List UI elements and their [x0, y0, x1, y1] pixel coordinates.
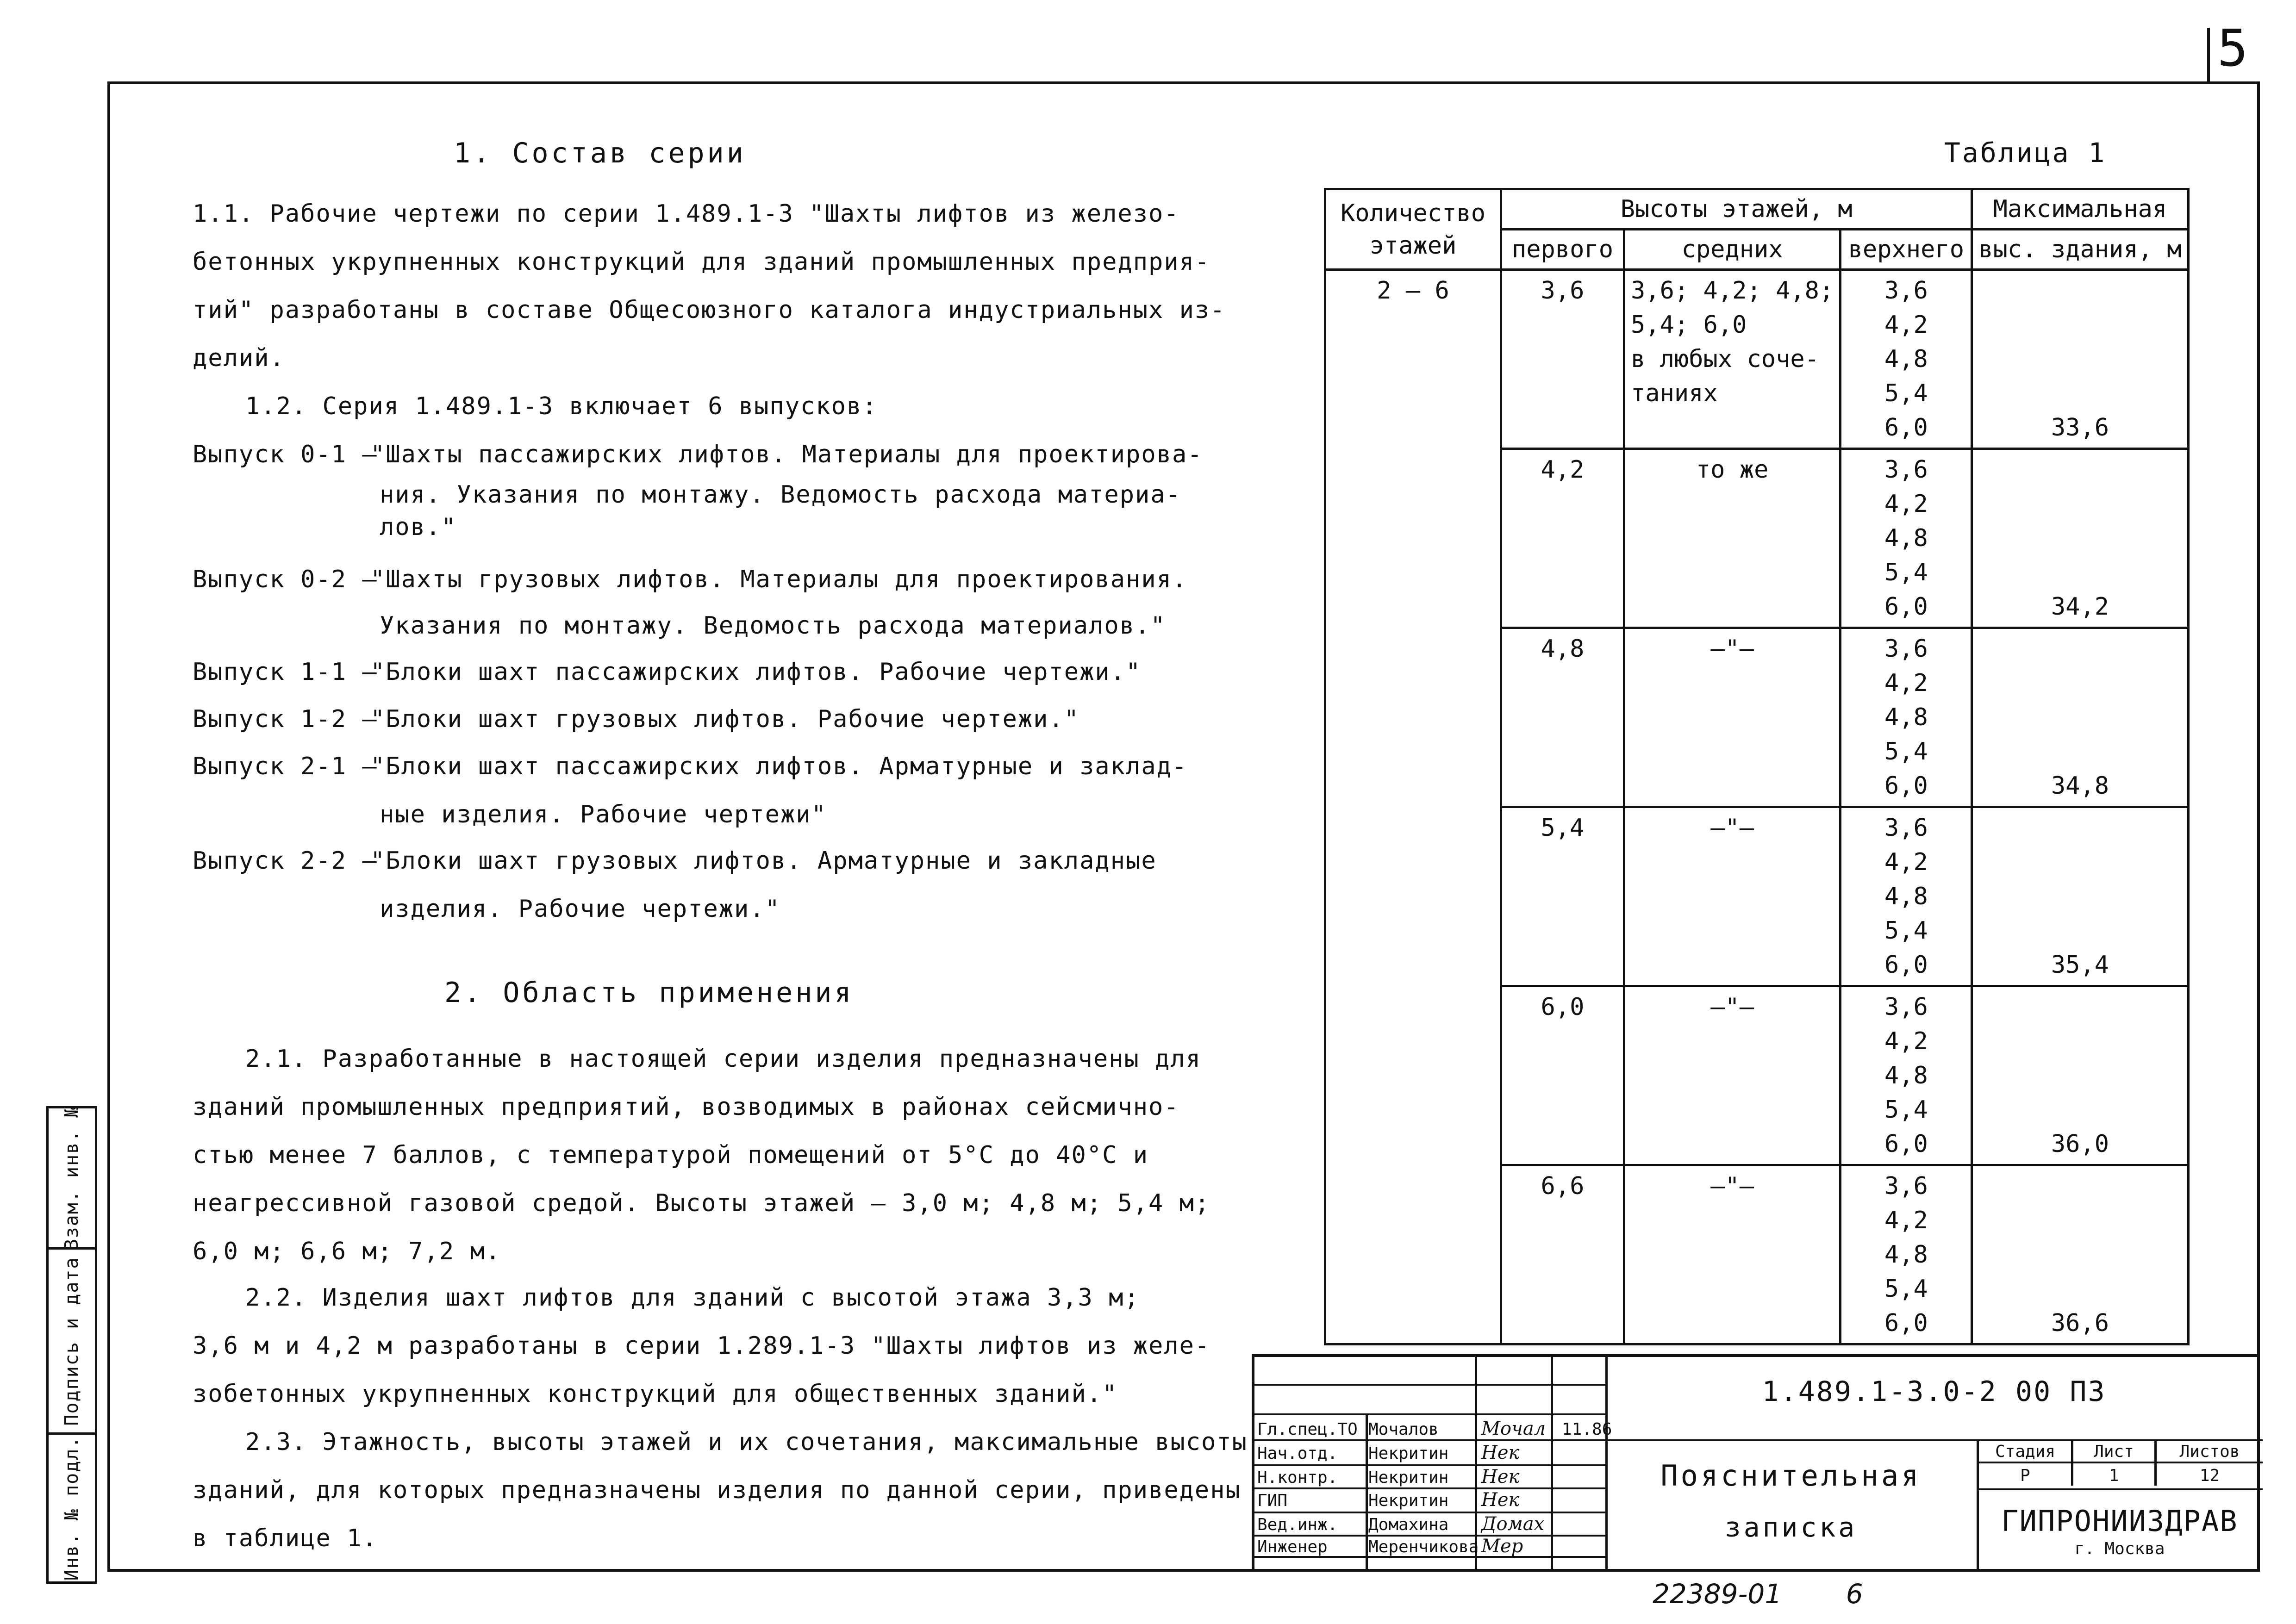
section2-paragraph2: 2.2. Изделия шахт лифтов для зданий с высотой этажа 3,3 м; [245, 1284, 1140, 1312]
first-floor-cell: 6,0 [1501, 986, 1624, 1165]
sheets-label: Листов [2179, 1442, 2240, 1461]
header-max2: выс. здания, м [1972, 230, 2188, 270]
first-floor-cell: 5,4 [1501, 807, 1624, 986]
header-first: первого [1501, 230, 1624, 270]
side-cell-signature: Подпись и дата [49, 1247, 95, 1432]
sign-date: 11.86 [1562, 1420, 1612, 1439]
middle-floors-cell: —"— [1624, 986, 1841, 1165]
person-name: Меренчикова [1368, 1537, 1479, 1556]
floor-height-table [1324, 188, 2190, 1345]
middle-floors-cell: —"— [1624, 628, 1841, 807]
document-title: Пояснительная [1660, 1459, 1922, 1493]
first-floor-cell: 3,6 [1501, 270, 1624, 449]
max-height-cell: 36,6 [1972, 1165, 2188, 1344]
header-heights: Высоты этажей, м [1501, 189, 1972, 230]
header-middle: средних [1624, 230, 1841, 270]
side-cell-inventory: Инв. № подл. [49, 1432, 95, 1581]
top-floor-cell: 3,6 4,2 4,8 5,4 6,0 [1841, 986, 1972, 1165]
person-name: Мочалов [1368, 1420, 1439, 1439]
section1-paragraph1 [193, 190, 1179, 238]
organization-name: ГИПРОНИИЗДРАВ [2001, 1504, 2238, 1538]
issue-description: "Шахты пассажирских лифтов. Материалы для проектирова- [370, 441, 1203, 468]
person-name: Некритин [1368, 1468, 1449, 1487]
issue-label: Выпуск 0-1 – [193, 441, 378, 468]
issue-description-cont: ные изделия. Рабочие чертежи" [380, 801, 827, 828]
issue-description-cont: изделия. Рабочие чертежи." [380, 895, 780, 923]
middle-floors-cell: —"— [1624, 807, 1841, 986]
stage-value: Р [2020, 1466, 2030, 1485]
section2-paragraph3: 2.3. Этажность, высоты этажей и их сочетания, максимальные высоты [245, 1428, 1248, 1456]
top-floor-cell: 3,6 4,2 4,8 5,4 6,0 [1841, 628, 1972, 807]
role-label: Инженер [1257, 1537, 1328, 1556]
side-cell-replacement: Взам. инв. № [61, 1105, 82, 1251]
text-line: 1.1. Рабочие чертежи по серии 1.489.1-3 "Шахты лифтов из железо- [193, 200, 1179, 228]
signature-image: Нек [1481, 1489, 1520, 1511]
issue-description: "Блоки шахт грузовых лифтов. Арматурные и закладные [370, 847, 1157, 875]
table-title: Таблица 1 [1944, 137, 2107, 168]
issue-description-cont: Указания по монтажу. Ведомость расхода материалов." [380, 612, 1166, 640]
max-height-cell: 34,2 [1972, 449, 2188, 628]
text-line: тий" разработаны в составе Общесоюзного каталога индустриальных из- [193, 296, 1226, 324]
stage-label: Стадия [1995, 1442, 2056, 1461]
signature-image: Нек [1481, 1442, 1520, 1463]
middle-floors-cell: то же [1624, 449, 1841, 628]
sheet-label: Лист [2094, 1442, 2134, 1461]
document-code: 1.489.1-3.0-2 00 ПЗ [1762, 1375, 2106, 1408]
floors-cell: 2 – 6 [1325, 270, 1501, 1344]
section2-title: 2. Область применения [444, 977, 854, 1009]
person-name: Некритин [1368, 1444, 1449, 1463]
section1-paragraph2: 1.2. Серия 1.489.1-3 включает 6 выпусков: [245, 392, 878, 420]
archive-number: 22389-01 6 [1653, 1578, 1863, 1610]
role-label: ГИП [1257, 1491, 1288, 1510]
role-label: Вед.инж. [1257, 1515, 1338, 1534]
page-number: 5 [2217, 19, 2248, 78]
max-height-cell: 34,8 [1972, 628, 2188, 807]
first-floor-cell: 4,8 [1501, 628, 1624, 807]
section2-paragraph3-cont: зданий, для которых предназначены изделия по данной серии, приведены в таблице 1. [193, 1476, 1241, 1552]
issue-label: Выпуск 2-1 – [193, 753, 378, 780]
person-name: Некритин [1368, 1491, 1449, 1510]
top-floor-cell: 3,6 4,2 4,8 5,4 6,0 [1841, 449, 1972, 628]
table-row [1325, 270, 2189, 449]
sheets-value: 12 [2199, 1466, 2220, 1485]
section2-paragraph1: 2.1. Разработанные в настоящей серии изделия предназначены для [245, 1045, 1202, 1073]
top-floor-cell: 3,6 4,2 4,8 5,4 6,0 [1841, 1165, 1972, 1344]
header-top: верхнего [1841, 230, 1972, 270]
organization-city: г. Москва [2074, 1539, 2165, 1558]
issue-label: Выпуск 1-1 – [193, 658, 378, 686]
corner-mark [2207, 28, 2210, 81]
max-height-cell: 36,0 [1972, 986, 2188, 1165]
issue-label: Выпуск 2-2 – [193, 847, 378, 875]
max-height-cell: 33,6 [1972, 270, 2188, 449]
role-label: Гл.спец.ТО [1257, 1420, 1358, 1439]
issue-description: "Блоки шахт пассажирских лифтов. Арматурные и заклад- [370, 753, 1188, 780]
title-block [1252, 1354, 2260, 1572]
person-name: Домахина [1368, 1515, 1449, 1534]
first-floor-cell: 4,2 [1501, 449, 1624, 628]
signature-image: Домах [1481, 1513, 1545, 1535]
top-floor-cell: 3,6 4,2 4,8 5,4 6,0 [1841, 270, 1972, 449]
role-label: Н.контр. [1257, 1468, 1338, 1487]
top-floor-cell: 3,6 4,2 4,8 5,4 6,0 [1841, 807, 1972, 986]
issue-description: "Блоки шахт пассажирских лифтов. Рабочие чертежи." [370, 658, 1142, 686]
text-line: делий. [193, 344, 285, 372]
role-label: Нач.отд. [1257, 1444, 1338, 1463]
issue-description: "Блоки шахт грузовых лифтов. Рабочие чертежи." [370, 705, 1080, 733]
table-header-row [1325, 189, 2189, 230]
header-max: Максимальная [1972, 189, 2188, 230]
section1-paragraph1-cont [193, 238, 1226, 382]
signature-image: Мочал [1481, 1418, 1546, 1439]
middle-floors-cell: —"— [1624, 1165, 1841, 1344]
signature-image: Нек [1481, 1466, 1520, 1487]
sheet-value: 1 [2109, 1466, 2119, 1485]
first-floor-cell: 6,6 [1501, 1165, 1624, 1344]
document-subtitle: записка [1724, 1512, 1858, 1543]
issue-label: Выпуск 1-2 – [193, 705, 378, 733]
section1-title: 1. Состав серии [454, 137, 746, 169]
max-height-cell: 35,4 [1972, 807, 2188, 986]
side-strip [46, 1106, 97, 1584]
middle-floors-cell: 3,6; 4,2; 4,8; 5,4; 6,0 в любых соче- таниях [1624, 270, 1841, 449]
issue-description-cont: ния. Указания по монтажу. Ведомость расхода материа- лов." [380, 481, 1181, 541]
issue-label: Выпуск 0-2 – [193, 566, 378, 593]
issue-description: "Шахты грузовых лифтов. Материалы для проектирования. [370, 566, 1188, 593]
signature-image: Мер [1481, 1536, 1523, 1557]
section2-paragraph2-cont: 3,6 м и 4,2 м разработаны в серии 1.289.1-3 "Шахты лифтов из желе- зобетонных укрупненных конструкций для общественных зданий." [193, 1332, 1210, 1408]
section2-paragraph1-cont: зданий промышленных предприятий, возводимых в районах сейсмично- стью менее 7 баллов, с температурой помещений от 5°С до 40°С и неагрессивной газовой средой. Высоты этажей – 3,0 м; 4,8 м; 5,4 м; 6,0 м; 6,6 м; 7,2 м. [193, 1093, 1210, 1265]
text-line: бетонных укрупненных конструкций для зданий промышленных предприя- [193, 248, 1210, 276]
header-floors: Количество этажей [1325, 189, 1501, 270]
